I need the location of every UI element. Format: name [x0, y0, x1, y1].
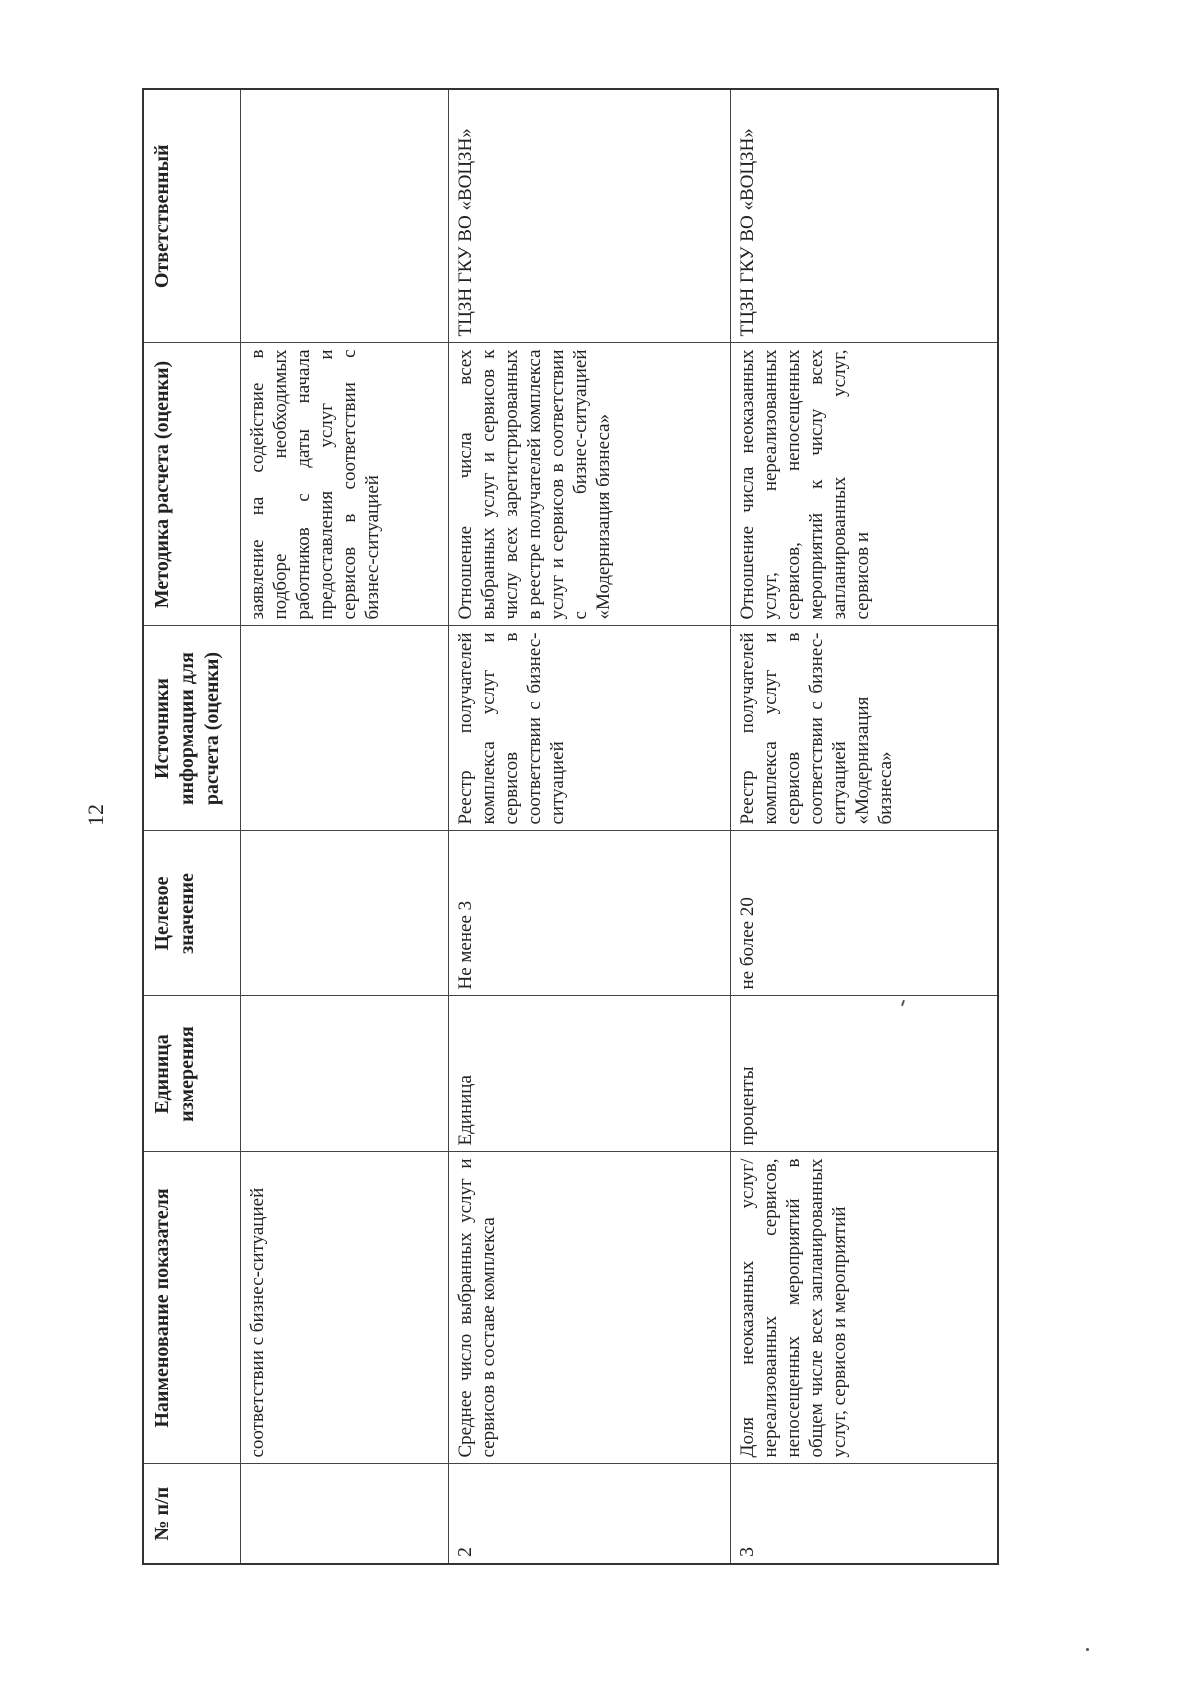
- header-num: № п/п: [143, 1464, 240, 1564]
- row-source: Реестр получателей комплекса услуг и сервисов в соответствии с бизнес-ситуацией «Модернизация бизнеса»: [730, 626, 998, 831]
- row-name: Среднее число выбранных услуг и сервисов в составе комплекса: [448, 1152, 730, 1464]
- row-method: Отношение числа всех выбранных услуг и сервисов к числу всех зарегистрированных в реестре получателей комплекса услуг и сервисов в соответствии с бизнес-ситуацией «Модернизация бизнеса»: [448, 343, 730, 626]
- row-target: не более 20: [730, 831, 998, 996]
- header-target: Целевое значение: [143, 831, 240, 996]
- row-responsible: ТЦЗН ГКУ ВО «ВОЦЗН»: [448, 89, 730, 343]
- row-num: 3: [730, 1464, 998, 1564]
- row-num: [240, 1464, 448, 1564]
- row-unit: Единица: [448, 996, 730, 1152]
- table-row: [730, 89, 998, 1564]
- header-responsible: Ответственный: [143, 89, 240, 343]
- header-method: Методика расчета (оценки): [143, 343, 240, 626]
- row-source: [240, 626, 448, 831]
- row-responsible: ТЦЗН ГКУ ВО «ВОЦЗН»: [730, 89, 998, 343]
- header-row: [143, 89, 240, 1564]
- rotated-table-wrapper: [142, 90, 999, 1565]
- indicators-table: [142, 88, 999, 1565]
- page-number: 12: [83, 804, 108, 826]
- row-name: соответствии с бизнес-ситуацией: [240, 1152, 448, 1464]
- table-row: [448, 89, 730, 1564]
- row-method: Отношение числа неоказанных услуг, нереализованных сервисов, непосещенных мероприятий к числу всех запланированных услуг, сервисов и: [730, 343, 998, 626]
- row-responsible: [240, 89, 448, 343]
- header-unit: Единица измерения: [143, 996, 240, 1152]
- row-target: Не менее 3: [448, 831, 730, 996]
- row-unit: проценты: [730, 996, 998, 1152]
- table-row: [240, 89, 448, 1564]
- row-method: заявление на содействие в подборе необходимых работников с даты начала предоставления услуг и сервисов в соответствии с бизнес-ситуацией: [240, 343, 448, 626]
- header-name: Наименование показателя: [143, 1152, 240, 1464]
- row-unit: [240, 996, 448, 1152]
- row-source: Реестр получателей комплекса услуг и сервисов в соответствии с бизнес-ситуацией: [448, 626, 730, 831]
- row-num: 2: [448, 1464, 730, 1564]
- row-target: [240, 831, 448, 996]
- scan-speck: [1086, 1648, 1089, 1651]
- header-source: Источники информации для расчета (оценки): [143, 626, 240, 831]
- row-name: Доля неоказанных услуг/нереализованных сервисов, непосещенных мероприятий в общем числе всех запланированных услуг, сервисов и мероприятий: [730, 1152, 998, 1464]
